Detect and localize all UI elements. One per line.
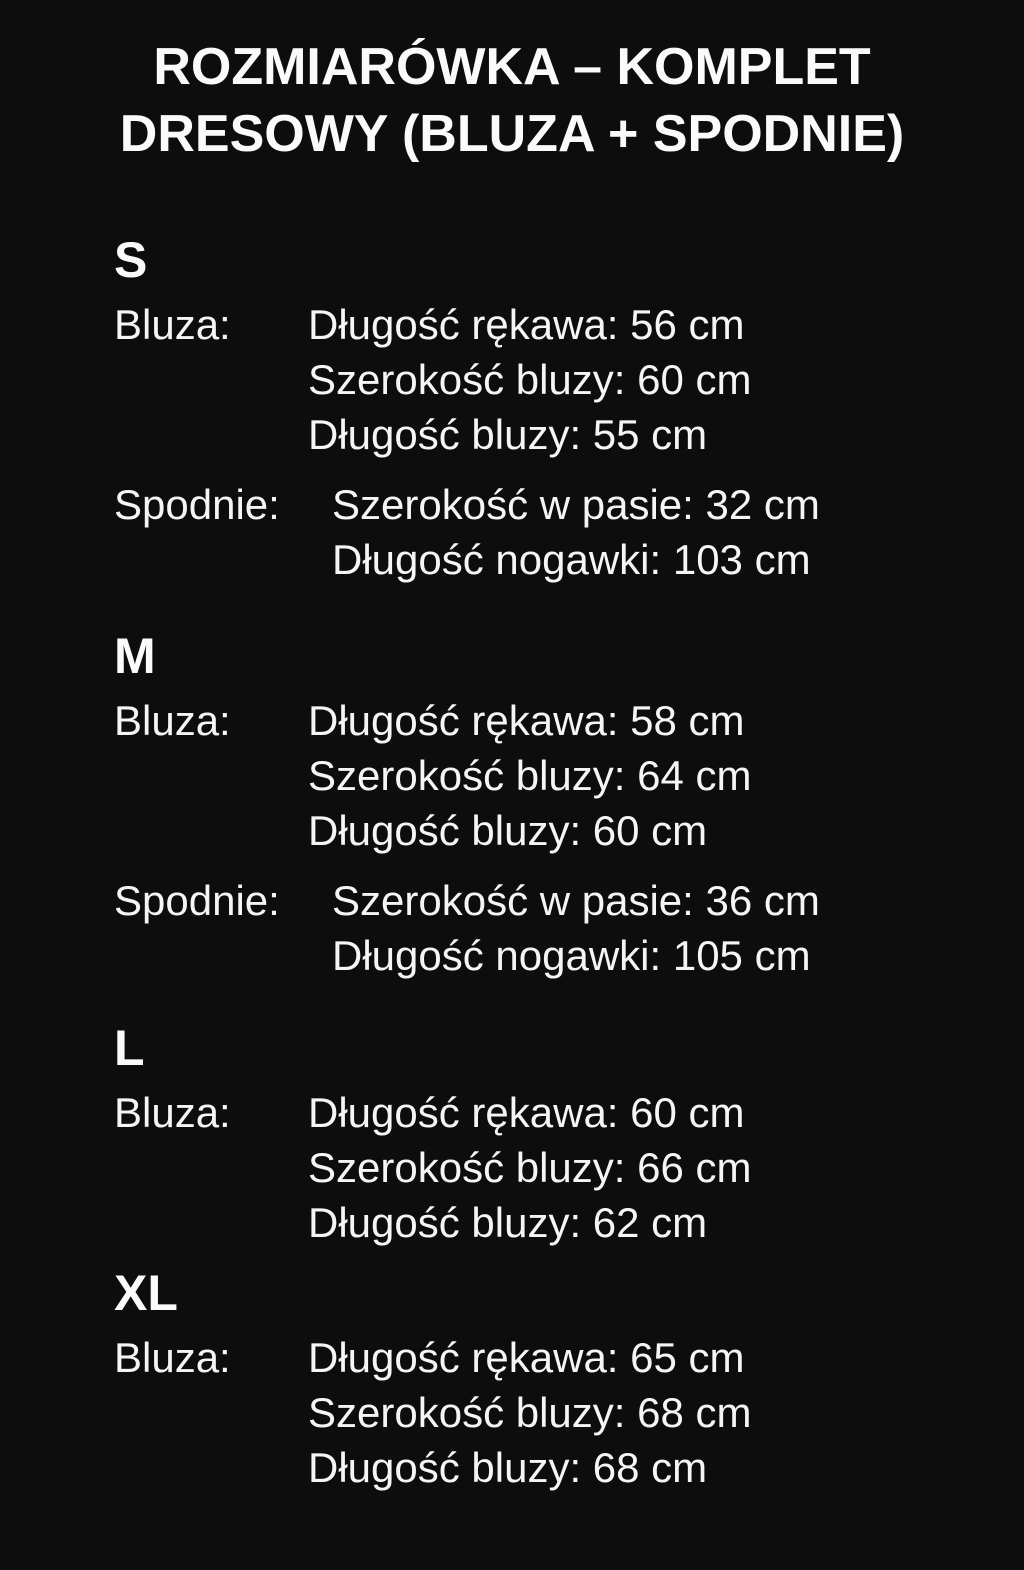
measurements-row bbox=[114, 873, 984, 983]
measurements-row bbox=[114, 1085, 984, 1250]
garment-label: Bluza: bbox=[114, 1334, 231, 1381]
measurement-lines bbox=[308, 1330, 752, 1495]
size-heading: M bbox=[114, 628, 156, 684]
measurement-line: Szerokość w pasie: 32 cm bbox=[332, 481, 820, 528]
size-section-m bbox=[114, 627, 984, 983]
page-title bbox=[40, 34, 984, 168]
measurements-row bbox=[114, 1330, 984, 1495]
measurement-lines bbox=[332, 873, 820, 983]
garment-label: Spodnie: bbox=[114, 877, 280, 924]
measurement-lines bbox=[308, 1085, 752, 1250]
garment-label: Bluza: bbox=[114, 1089, 231, 1136]
measurement-line: Szerokość bluzy: 66 cm bbox=[308, 1144, 752, 1191]
measurement-lines bbox=[308, 693, 752, 858]
measurement-line: Szerokość bluzy: 68 cm bbox=[308, 1389, 752, 1436]
measurement-line: Długość bluzy: 62 cm bbox=[308, 1199, 708, 1246]
size-section-xl bbox=[114, 1264, 984, 1495]
measurement-line: Długość bluzy: 55 cm bbox=[308, 411, 708, 458]
size-heading: XL bbox=[114, 1265, 178, 1321]
garment-label: Spodnie: bbox=[114, 481, 280, 528]
size-sections bbox=[0, 231, 1024, 1495]
measurement-lines bbox=[308, 297, 752, 462]
measurement-line: Długość rękawa: 56 cm bbox=[308, 301, 745, 348]
size-section-l bbox=[114, 1019, 984, 1250]
measurements-row bbox=[114, 297, 984, 462]
size-heading: S bbox=[114, 232, 148, 288]
size-section-s bbox=[114, 231, 984, 587]
measurement-line: Długość rękawa: 65 cm bbox=[308, 1334, 745, 1381]
measurement-line: Długość rękawa: 60 cm bbox=[308, 1089, 745, 1136]
size-heading: L bbox=[114, 1020, 145, 1076]
measurement-line: Szerokość bluzy: 64 cm bbox=[308, 752, 752, 799]
page-title-line-1: ROZMIARÓWKA – KOMPLET bbox=[153, 38, 871, 96]
garment-label: Bluza: bbox=[114, 301, 231, 348]
measurement-lines bbox=[332, 477, 820, 587]
measurements-row bbox=[114, 693, 984, 858]
garment-label: Bluza: bbox=[114, 697, 231, 744]
measurement-line: Szerokość w pasie: 36 cm bbox=[332, 877, 820, 924]
measurement-line: Długość nogawki: 103 cm bbox=[332, 536, 811, 583]
measurement-line: Długość rękawa: 58 cm bbox=[308, 697, 745, 744]
measurement-line: Szerokość bluzy: 60 cm bbox=[308, 356, 752, 403]
measurement-line: Długość bluzy: 60 cm bbox=[308, 807, 708, 854]
measurement-line: Długość bluzy: 68 cm bbox=[308, 1444, 708, 1491]
measurements-row bbox=[114, 477, 984, 587]
page-title-line-2: DRESOWY (BLUZA + SPODNIE) bbox=[119, 105, 905, 163]
measurement-line: Długość nogawki: 105 cm bbox=[332, 932, 811, 979]
size-chart-page bbox=[0, 34, 1024, 1495]
